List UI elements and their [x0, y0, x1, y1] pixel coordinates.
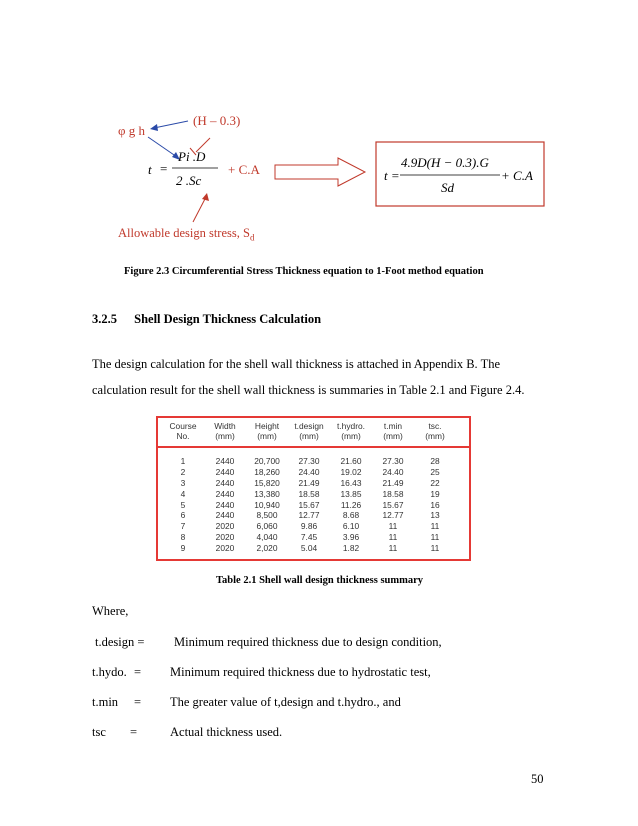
denominator: 2 .Sc — [176, 173, 202, 188]
definition-description: Actual thickness used. — [170, 725, 283, 739]
definition-description: The greater value of t,design and t.hydro., and — [170, 695, 401, 709]
table-cell: 24.40 — [298, 467, 320, 478]
equals-sign: = — [160, 161, 168, 176]
table-cell: 16 — [430, 499, 440, 510]
table-cell: 27.30 — [382, 456, 404, 467]
table-cell: 4,040 — [256, 531, 278, 542]
h-label: (H – 0.3) — [193, 113, 241, 128]
table-cell: 9 — [180, 542, 186, 553]
figure-caption: Figure 2.3 Circumferential Stress Thickness equation to 1-Foot method equation — [124, 266, 484, 277]
table-cell: 8,500 — [256, 510, 278, 521]
table-cell: 2440 — [215, 499, 235, 510]
table-row — [162, 456, 456, 467]
table-cell: 28 — [430, 456, 440, 467]
sd-label-text: Allowable design stress, S — [118, 226, 250, 240]
paragraph-line-2: calculation result for the shell wall thickness is summaries in Table 2.1 and Figure 2.4. — [92, 383, 525, 397]
table-cell: 19.02 — [340, 467, 362, 478]
table-header-cell: t.hydro. — [337, 421, 365, 431]
table-cell: 2020 — [215, 531, 235, 542]
table-cell: 18.58 — [382, 488, 404, 499]
table-cell: 21.60 — [340, 456, 362, 467]
section-number: 3.2.5 — [92, 312, 117, 326]
table-frame — [156, 416, 471, 561]
definition-term: t.min — [92, 695, 119, 709]
table-header-unit: (mm) — [215, 431, 235, 441]
table-cell: 6 — [180, 510, 186, 521]
table-cell: 2440 — [215, 456, 235, 467]
h-arrow — [154, 121, 188, 128]
result-denominator: Sd — [441, 180, 454, 195]
table-cell: 2,020 — [256, 542, 278, 553]
table-cell: 27.30 — [298, 456, 320, 467]
table-cell: 4 — [180, 488, 186, 499]
table-cell: 12.77 — [298, 510, 320, 521]
table-cell: 2440 — [215, 467, 235, 478]
table-caption: Table 2.1 Shell wall design thickness summary — [216, 575, 424, 586]
table-cell: 10,940 — [254, 499, 280, 510]
table-cell: 8.68 — [342, 510, 360, 521]
paragraph — [92, 351, 562, 403]
numerator: Pi .D — [178, 149, 206, 164]
table-row — [162, 488, 456, 499]
table-cell: 6,060 — [256, 521, 278, 532]
sd-arrow — [193, 197, 206, 222]
table-cell: 11 — [430, 521, 440, 532]
table-cell: 15,820 — [254, 477, 280, 488]
table-row — [162, 499, 456, 510]
definition-description: Minimum required thickness due to hydrostatic test, — [170, 665, 431, 679]
page-number: 50 — [531, 772, 544, 786]
table-cell: 2440 — [215, 488, 235, 499]
table-cell: 9.86 — [300, 521, 318, 532]
table-cell: 12.77 — [382, 510, 404, 521]
table-cell: 24.40 — [382, 467, 404, 478]
definition-term: tsc — [92, 725, 106, 739]
table-header-unit: (mm) — [299, 431, 319, 441]
table-cell: 15.67 — [382, 499, 404, 510]
table-header-cell: Height — [254, 421, 280, 431]
table-cell: 2020 — [215, 521, 235, 532]
table-cell: 13,380 — [254, 488, 280, 499]
table-header-unit: No. — [176, 431, 190, 441]
table-cell: 2 — [180, 467, 186, 478]
definition-equals: = — [130, 725, 138, 739]
thickness-table — [162, 421, 456, 441]
table-header-cell: Course — [169, 421, 197, 431]
table-cell: 19 — [430, 488, 440, 499]
table-cell: 21.49 — [298, 477, 320, 488]
table-header-divider — [158, 446, 469, 448]
phi-arrow — [148, 137, 177, 157]
equation-arrows — [0, 0, 638, 260]
table-header-unit: (mm) — [425, 431, 445, 441]
table-header-cell: t.design — [294, 421, 324, 431]
sd-label — [118, 226, 254, 243]
thickness-table-body — [162, 456, 456, 553]
t-variable: t — [148, 162, 152, 177]
table-cell: 11 — [430, 542, 440, 553]
definition-term: t.hydo. — [92, 665, 127, 679]
table-cell: 11 — [430, 531, 440, 542]
transform-arrow — [275, 158, 365, 186]
table-cell: 18.58 — [298, 488, 320, 499]
table-cell: 5 — [180, 499, 186, 510]
table-cell: 21.49 — [382, 477, 404, 488]
definition-term: t.design = — [95, 635, 145, 649]
table-cell: 5.04 — [300, 542, 318, 553]
sd-label-sub: d — [249, 232, 255, 243]
table-row — [162, 478, 456, 489]
table-cell: 11 — [388, 521, 398, 532]
table-cell: 18,260 — [254, 467, 280, 478]
table-header-cell: tsc. — [428, 421, 442, 431]
section-heading — [92, 312, 321, 327]
phi-label: φ g h — [118, 123, 146, 138]
result-t: t = — [384, 168, 400, 183]
table-cell: 22 — [430, 477, 440, 488]
table-header-unit: (mm) — [341, 431, 361, 441]
table-cell: 7 — [180, 521, 186, 532]
table-cell: 2020 — [215, 542, 235, 553]
section-title: Shell Design Thickness Calculation — [134, 312, 322, 326]
result-numerator: 4.9D(H − 0.3).G — [401, 155, 489, 170]
table-cell: 8 — [180, 531, 186, 542]
table-cell: 13.85 — [340, 488, 362, 499]
table-cell: 11.26 — [340, 499, 362, 510]
table-cell: 1.82 — [342, 542, 360, 553]
table-cell: 13 — [430, 510, 440, 521]
table-cell: 7.45 — [300, 531, 318, 542]
table-cell: 3.96 — [342, 531, 360, 542]
table-header-cell: t.min — [383, 421, 403, 431]
table-row — [162, 542, 456, 553]
table-cell: 11 — [388, 542, 398, 553]
plus-ca: + C.A — [228, 162, 260, 177]
definition-equals: = — [134, 665, 142, 679]
table-row — [162, 532, 456, 543]
table-header-cell: Width — [214, 421, 236, 431]
table-header-unit: (mm) — [257, 431, 277, 441]
table-cell: 16.43 — [340, 477, 362, 488]
table-row — [162, 510, 456, 521]
table-cell: 1 — [180, 456, 186, 467]
result-plus: + C.A — [501, 168, 533, 183]
table-cell: 3 — [180, 477, 186, 488]
table-header-unit: (mm) — [383, 431, 403, 441]
table-cell: 15.67 — [298, 499, 320, 510]
table-cell: 2440 — [215, 477, 235, 488]
table-row — [162, 467, 456, 478]
definition-description: Minimum required thickness due to design condition, — [174, 635, 442, 649]
table-row — [162, 521, 456, 532]
definition-equals: = — [134, 695, 142, 709]
table-cell: 11 — [388, 531, 398, 542]
table-cell: 25 — [430, 467, 440, 478]
where-label: Where, — [92, 604, 129, 618]
table-cell: 6.10 — [342, 521, 360, 532]
paragraph-line-1: The design calculation for the shell wall thickness is attached in Appendix B. The — [92, 357, 501, 371]
table-cell: 2440 — [215, 510, 235, 521]
table-cell: 20,700 — [254, 456, 280, 467]
